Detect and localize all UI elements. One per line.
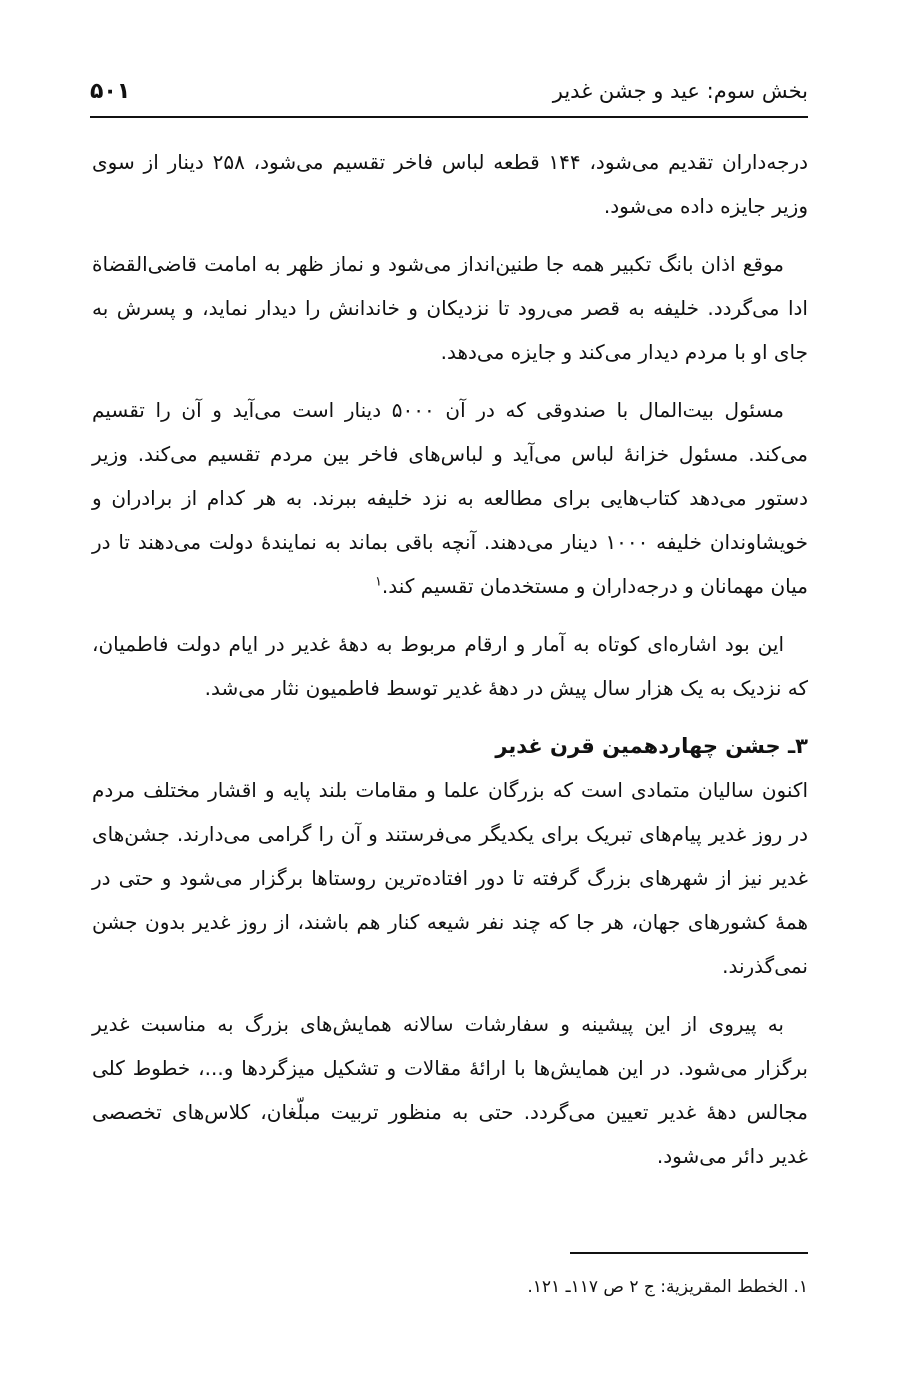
- footnote: ۱. الخطط المقریزیة: ج ۲ ص ۱۱۷ـ ۱۲۱.: [527, 1277, 808, 1297]
- paragraph-3: [92, 388, 808, 608]
- paragraph-2: موقع اذان بانگ تکبیر همه جا طنین‌انداز می‌شود و نماز ظهر به امامت قاضی‌القضاة ادا می‌گردد. خلیفه به قصر می‌رود تا نزدیکان و خاندانش را دیدار نماید، و پسرش به جای او با مردم دیدار می‌کند و جایزه می‌دهد.: [92, 252, 808, 364]
- running-title: بخش سوم: عید و جشن غدیر: [552, 79, 808, 103]
- page-header: [90, 66, 808, 118]
- paragraph-6: به پیروی از این پیشینه و سفارشات سالانه همایش‌های بزرگ به مناسبت غدیر برگزار می‌شود. در این همایش‌ها با ارائهٔ مقالات و تشکیل میزگردها و...، خطوط کلی مجالس دههٔ غدیر تعیین می‌گردد. حتی به منظور تربیت مبلّغان، کلاس‌های تخصصی غدیر دائر می‌شود.: [92, 1012, 808, 1168]
- paragraph-5: اکنون سالیان متمادی است که بزرگان علما و مقامات بلند پایه و اقشار مختلف مردم در روز غدیر پیام‌های تبریک برای یکدیگر می‌فرستند و آن را گرامی می‌دارند. جشن‌های غدیر نیز از شهرهای بزرگ گرفته تا دور افتاده‌ترین روستاها برگزار می‌شود و حتی در همهٔ کشورهای جهان، هر جا که چند نفر شیعه کنار هم باشند، از روز غدیر بدون جشن نمی‌گذرند.: [92, 778, 808, 978]
- paragraph-1: درجه‌داران تقدیم می‌شود، ۱۴۴ قطعه لباس فاخر تقسیم می‌شود، ۲۵۸ دینار از سوی وزیر جایزه داده می‌شود.: [92, 150, 808, 218]
- footnote-divider: [570, 1252, 808, 1254]
- paragraph-3-text: مسئول بیت‌المال با صندوقی که در آن ۵۰۰۰ دینار است می‌آید و آن را تقسیم می‌کند. مسئول خزانهٔ لباس می‌آید و لباس‌های فاخر بین مردم تقسیم می‌کند. وزیر دستور می‌دهد کتاب‌هایی برای مطالعه به نزد خلیفه ببرند. به هر کدام از برادران و خویشاوندان خلیفه ۱۰۰۰ دینار می‌دهند. آنچه باقی بماند به نمایندهٔ دولت می‌دهند تا در میان مهمانان و درجه‌داران و مستخدمان تقسیم کند.: [92, 398, 808, 598]
- footnote-reference[interactable]: ۱: [374, 574, 382, 590]
- paragraph-4: این بود اشاره‌ای کوتاه به آمار و ارقام مربوط به دههٔ غدیر در ایام دولت فاطمیان، که نزدیک به یک هزار سال پیش در دههٔ غدیر توسط فاطمیون نثار می‌شد.: [92, 632, 808, 700]
- page-number: ۵۰۱: [90, 78, 131, 104]
- section-heading: ۳ـ جشن چهاردهمین قرن غدیر: [495, 734, 808, 758]
- body-text: [92, 140, 808, 1192]
